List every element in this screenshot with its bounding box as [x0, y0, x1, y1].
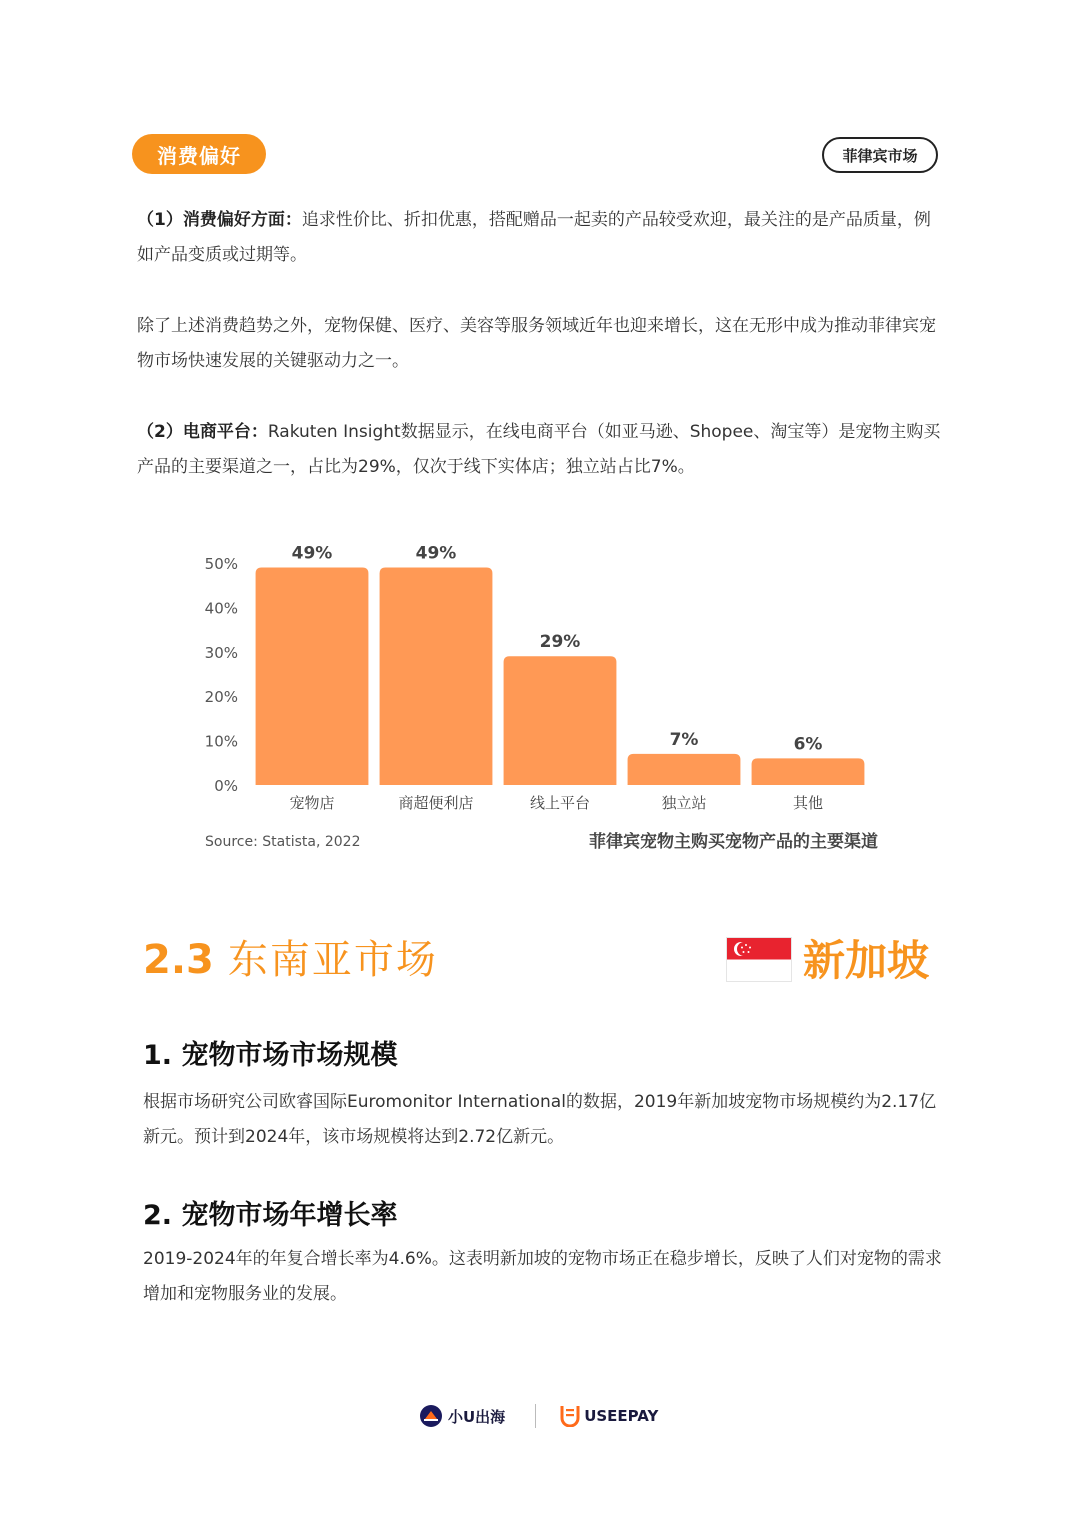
section-tag: 消费偏好 [132, 134, 266, 174]
xiaou-logo-text: 小U出海 [448, 1407, 506, 1426]
paragraph-growth: 除了上述消费趋势之外，宠物保健、医疗、美容等服务领域近年也迎来增长，这在无形中成为推动菲律宾宠物市场快速发展的关键驱动力之一。 [137, 316, 936, 371]
region-badge: 菲律宾市场 [822, 137, 938, 173]
y-tick-label: 30% [204, 643, 238, 662]
paragraph-body: 追求性价比、折扣优惠，搭配赠品一起卖的产品较受欢迎，最关注的是产品质量，例如产品变质或过期等。 [137, 210, 931, 265]
y-tick-label: 40% [204, 599, 238, 618]
paragraph-ecommerce [137, 415, 945, 485]
bar [628, 754, 741, 785]
x-tick-label: 宠物店 [289, 794, 335, 812]
singapore-flag-icon [726, 937, 792, 982]
useepay-logo [560, 1405, 658, 1427]
bar [504, 656, 617, 785]
y-tick-label: 50% [204, 555, 238, 573]
paragraph-growth-rate: 2019-2024年的年复合增长率为4.6%。这表明新加坡的宠物市场正在稳步增长，反映了人们对宠物的需求增加和宠物服务业的发展。 [143, 1249, 942, 1304]
paragraph-lead: （2）电商平台： [137, 422, 268, 442]
paragraph-consumer-preference [137, 203, 945, 273]
y-tick-label: 20% [204, 688, 238, 707]
data-label: 29% [539, 632, 581, 653]
section-title: 东南亚市场 [227, 937, 438, 983]
xiaou-logo [420, 1405, 505, 1427]
section-heading [143, 928, 438, 985]
chart-caption: 菲律宾宠物主购买宠物产品的主要渠道 [589, 832, 878, 852]
footer-logos [420, 1402, 658, 1430]
y-tick-label: 10% [204, 732, 238, 751]
channel-bar-chart [190, 530, 910, 870]
subheading-market-size: 1. 宠物市场市场规模 [143, 1040, 398, 1071]
chart-source: Source: Statista, 2022 [205, 834, 361, 850]
data-label: 7% [669, 729, 699, 750]
bar [752, 758, 865, 785]
xiaou-logo-icon [420, 1405, 442, 1427]
paragraph-market-size: 根据市场研究公司欧睿国际Euromonitor International的数据，2019年新加坡宠物市场规模约为2.17亿新元。预计到2024年，该市场规模将达到2.72亿新元。 [143, 1092, 937, 1147]
data-label: 49% [291, 543, 333, 564]
footer-divider [535, 1404, 536, 1428]
x-tick-label: 商超便利店 [398, 794, 474, 812]
useepay-logo-text: USEEPAY [584, 1407, 659, 1425]
x-tick-label: 线上平台 [529, 794, 591, 812]
section-number: 2.3 [143, 937, 214, 983]
bar [256, 567, 369, 785]
y-tick-label: 0% [214, 777, 238, 795]
x-tick-label: 其他 [792, 794, 824, 812]
useepay-logo-icon [560, 1405, 580, 1427]
x-tick-label: 独立站 [661, 794, 707, 812]
data-label: 6% [793, 734, 823, 755]
subheading-growth-rate: 2. 宠物市场年增长率 [143, 1200, 398, 1231]
paragraph-body: Rakuten Insight数据显示，在线电商平台（如亚马逊、Shopee、淘宝等）是宠物主购买产品的主要渠道之一，占比为29%，仅次于线下实体店；独立站占比7%。 [137, 422, 941, 477]
paragraph-lead: （1）消费偏好方面： [137, 210, 302, 230]
country-name: 新加坡 [803, 936, 930, 985]
bar [380, 567, 493, 785]
data-label: 49% [415, 543, 457, 564]
